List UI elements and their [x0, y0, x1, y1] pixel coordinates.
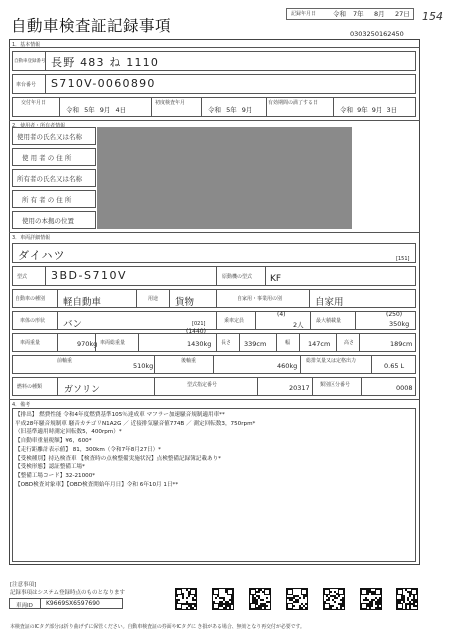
note-line: 【走行距離計表示値】 81，300km（令和7年8月27日）*: [15, 446, 161, 453]
capacity-value: 2人: [293, 321, 304, 329]
rear-axle-label: 後軸重: [181, 358, 197, 364]
displacement-label: 総排気量又は定格出力: [306, 358, 357, 364]
displacement-value: 0.65 L: [384, 362, 405, 370]
qr-code-icon: [212, 588, 234, 610]
user-name-label: 使用者の氏名又は名称: [17, 133, 82, 141]
owner-name-label: 所有者の氏名又は名称: [17, 175, 82, 183]
notice-heading: [注意事項]: [10, 582, 37, 588]
note-line: 【自動車重量税額】¥6，600*: [15, 438, 92, 445]
gross-top: (1440): [186, 328, 206, 335]
notes-list: [15, 411, 413, 489]
length-label: 長さ: [221, 340, 232, 346]
fuel-label: 燃料の種類: [17, 384, 43, 390]
issue-year: 7年: [353, 10, 364, 18]
page-title: 自動車検査証記録事項: [11, 17, 172, 35]
front-axle-value: 510kg: [133, 362, 154, 370]
maker-value: ダイハツ: [18, 249, 66, 262]
qr-code-icon: [249, 588, 271, 610]
redacted-user-info: [97, 127, 352, 229]
owner-address-label: 所 有 者 の 住 所: [22, 196, 72, 204]
note-line: 【OBD検査対象車】【OBD検査開始年月日】令和 6年10月 1日**: [15, 481, 179, 488]
max-load-value: 350kg: [389, 320, 410, 328]
user-address-label: 使 用 者 の 住 所: [22, 154, 72, 162]
weight-value: 970kg: [77, 340, 98, 348]
length-value: 339cm: [244, 340, 267, 348]
type-designation-value: 20317: [289, 384, 310, 392]
issue-date-label: 記録年月日: [291, 11, 317, 17]
first-reg-label: 初度検査年月: [155, 100, 186, 106]
section3-divider: [9, 232, 420, 233]
capacity-label: 乗車定員: [224, 318, 245, 324]
business-label: 自家用・事業用の別: [237, 296, 283, 302]
note-line: 平成28年騒音規制車 騒音カテゴリN1A2G ／ 近接排気騒音値774B ／ 測定回転数3，750rpm*: [15, 420, 256, 427]
maker-code: [151]: [396, 256, 410, 262]
qr-code-icon: [175, 588, 197, 610]
qr-code-icon: [396, 588, 418, 610]
note-line: 【整備工場コード】32-21000*: [15, 472, 96, 479]
gross-value: 1430kg: [187, 340, 212, 348]
section1-divider: [9, 47, 420, 48]
vehicle-id-label: 車両ID: [16, 603, 33, 609]
height-value: 189cm: [390, 340, 413, 348]
expiry-value: 令和 9年 9月 3日: [340, 106, 398, 114]
front-axle-label: 前軸重: [57, 358, 73, 364]
note-line: （旧基準適用時測定回転数5，400rpm）*: [15, 429, 122, 436]
notice-text: 記録事項はシステム登録時点のものとなります: [10, 590, 125, 596]
issue-era: 令和: [333, 10, 346, 18]
capacity-value-top: (4): [277, 311, 286, 318]
section1-heading: 1．基本情報: [12, 42, 41, 48]
base-location-label: 使用の本拠の位置: [22, 217, 74, 225]
section2-divider: [9, 120, 420, 121]
qr-code-icon: [323, 588, 345, 610]
bottom-notice: 本検査証のICタグ部分は折り曲げずに保管ください。自動車検査証の券面やICタグに き損がある場合、無効となり再交付が必要です。: [10, 624, 305, 630]
model-value: 3BD-S710V: [51, 269, 127, 282]
fuel-value: ガソリン: [64, 385, 101, 395]
qr-code-icon: [286, 588, 308, 610]
note-line: 【受検形態】認証整備工場*: [15, 464, 85, 471]
delivery-value: 令和 5年 9月 4日: [66, 106, 127, 114]
gross-label: 車両総重量: [100, 340, 126, 346]
note-line: 【受検種別】持込検査車 【検査時の点検整備実施状況】点検整備記録簿記載あり*: [15, 455, 221, 462]
kind-label: 自動車の種別: [15, 296, 46, 302]
kind-value: 軽自動車: [63, 297, 102, 308]
body-value: バン: [63, 319, 83, 330]
model-label: 型式: [17, 274, 28, 280]
body-label: 車体の形状: [20, 318, 46, 324]
handwritten-note: 154: [422, 10, 443, 23]
chassis-value: S710V-0060890: [51, 77, 156, 90]
vehicle-id-value: K9669SX6597690: [46, 600, 100, 607]
type-designation-label: 型式指定番号: [187, 382, 218, 388]
section2-heading: 2．使用者・所有者情報: [12, 123, 66, 129]
section4-heading: 4．備考: [12, 402, 31, 408]
width-value: 147cm: [308, 340, 331, 348]
body-code: [021]: [192, 321, 206, 327]
height-label: 高さ: [344, 340, 355, 346]
max-load-label: 最大積載量: [316, 318, 342, 324]
business-value: 自家用: [315, 297, 344, 308]
expiry-label: 有効期間の満了する日: [268, 100, 319, 106]
section4-divider: [9, 399, 420, 400]
registration-label: 自動車登録番号: [14, 59, 46, 64]
weight-label: 車両重量: [20, 340, 41, 346]
issue-day: 27日: [395, 10, 410, 18]
first-reg-value: 令和 5年 9月: [208, 106, 253, 114]
max-load-top: (250): [386, 311, 403, 318]
category-value: 0008: [396, 384, 413, 392]
delivery-label: 交付年月日: [21, 100, 47, 106]
section3-heading: 3．車両詳細情報: [12, 235, 51, 241]
use-value: 貨物: [175, 297, 195, 308]
document-number: 0303250162450: [350, 30, 404, 38]
issue-month: 8月: [374, 10, 385, 18]
engine-type-label: 原動機の型式: [222, 274, 253, 280]
category-label: 類別区分番号: [320, 382, 351, 388]
width-label: 幅: [285, 340, 291, 346]
maker-row: [12, 243, 416, 263]
registration-value: 長野 483 ね 1110: [51, 56, 160, 69]
qr-code-icon: [360, 588, 382, 610]
chassis-label: 車台番号: [16, 82, 37, 88]
engine-type-value: KF: [270, 274, 282, 284]
use-label: 用途: [148, 296, 159, 302]
rear-axle-value: 460kg: [277, 362, 298, 370]
note-line: 【排出】 燃費性能 令和4年度燃費基準105％達成車 マフラー加速騒音規制適用車**: [15, 412, 225, 418]
